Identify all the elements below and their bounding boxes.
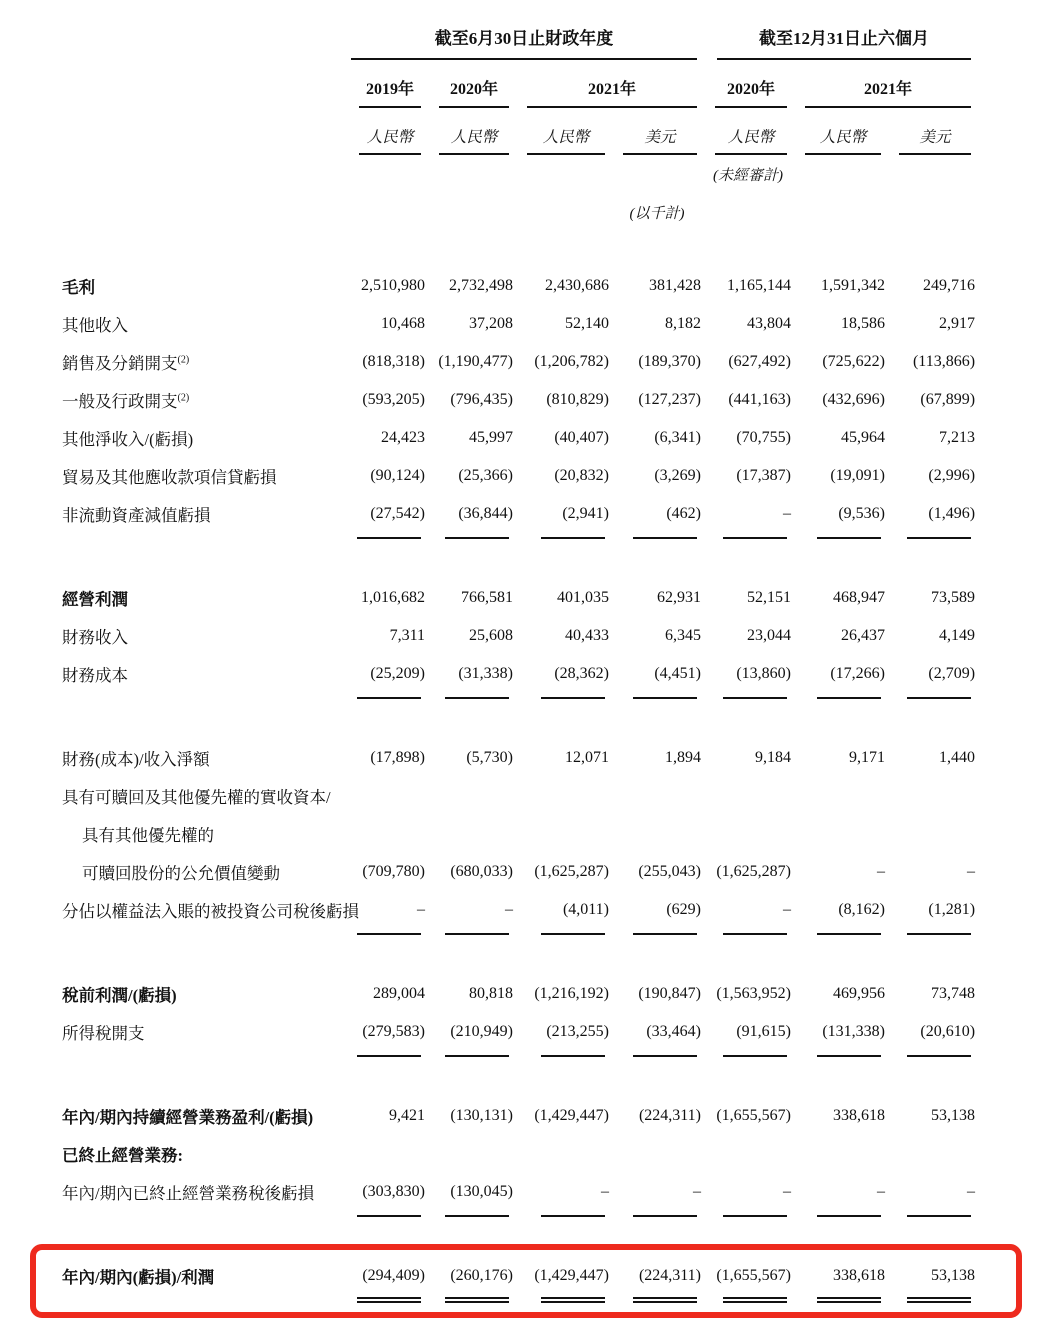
value-cell: (818,318)	[362, 353, 425, 370]
value-cell: (1,281)	[928, 901, 976, 918]
value-cell	[793, 777, 887, 815]
single-underline	[817, 1055, 881, 1057]
spacer-row	[62, 231, 977, 267]
value-cell: –	[505, 901, 513, 918]
double-underline	[541, 1297, 605, 1303]
value-cell: (210,949)	[450, 1023, 513, 1040]
value-cell: (90,124)	[370, 467, 425, 484]
year-label-2021-interim: 2021年	[805, 76, 971, 108]
footnote-marker: (2)	[177, 392, 190, 404]
row-label: 年內/期內(虧損)/利潤	[62, 1268, 215, 1287]
currency-label: 人民幣	[527, 125, 605, 155]
value-cell: –	[693, 1183, 701, 1200]
value-cell: 1,894	[665, 749, 701, 766]
single-underline	[357, 537, 421, 539]
value-cell: (680,033)	[450, 863, 513, 880]
value-cell: (4,451)	[654, 665, 701, 682]
value-cell: (6,341)	[654, 429, 701, 446]
year-label-2020-interim: 2020年	[715, 76, 787, 108]
single-underline	[633, 933, 697, 935]
row-label: 稅前利潤/(虧損)	[62, 986, 177, 1005]
value-cell: 24,423	[381, 429, 425, 446]
value-cell	[611, 777, 703, 815]
year-header-row	[62, 60, 977, 108]
double-underline	[907, 1297, 971, 1303]
value-cell: 73,589	[931, 589, 976, 606]
single-underline	[357, 1215, 421, 1217]
value-cell: (1,216,192)	[534, 985, 609, 1002]
table-row	[62, 419, 977, 457]
single-underline	[723, 537, 787, 539]
currency-label: 人民幣	[359, 125, 421, 155]
single-underline	[633, 537, 697, 539]
value-cell: 338,618	[833, 1107, 885, 1124]
double-underline	[633, 1297, 697, 1303]
currency-label: 人民幣	[715, 125, 787, 155]
value-cell: (810,829)	[546, 391, 609, 408]
value-cell: (25,209)	[370, 665, 425, 682]
single-underline	[907, 933, 971, 935]
value-cell: (67,899)	[920, 391, 976, 408]
table-row	[62, 777, 977, 815]
single-underline	[445, 537, 509, 539]
table-row	[62, 343, 977, 381]
value-cell: (1,206,782)	[534, 353, 609, 370]
value-cell: (31,338)	[458, 665, 513, 682]
value-cell: (1,429,447)	[534, 1267, 609, 1284]
value-cell: 401,035	[557, 589, 609, 606]
value-cell: 766,581	[461, 589, 513, 606]
value-cell: (279,583)	[362, 1023, 425, 1040]
value-cell: 338,618	[833, 1267, 885, 1284]
value-cell: (28,362)	[554, 665, 609, 682]
table-row	[62, 1173, 977, 1211]
single-underline	[357, 697, 421, 699]
value-cell: (130,131)	[450, 1107, 513, 1124]
table-row	[62, 853, 977, 891]
value-cell: (462)	[666, 505, 701, 522]
value-cell: –	[417, 901, 425, 918]
value-cell: 381,428	[649, 277, 701, 294]
row-label: 非流動資產減值虧損	[62, 506, 211, 525]
single-underline	[541, 1055, 605, 1057]
table-row	[62, 267, 977, 305]
row-label: 其他淨收入/(虧損)	[62, 430, 194, 449]
value-cell: 2,917	[939, 315, 976, 332]
single-rule-row	[62, 929, 977, 945]
period-fiscal-years-label: 截至6月30日止財政年度	[351, 24, 697, 60]
value-cell: 249,716	[923, 277, 976, 294]
value-cell: (260,176)	[450, 1267, 513, 1284]
table-row	[62, 1013, 977, 1051]
value-cell: (27,542)	[370, 505, 425, 522]
value-cell: 4,149	[939, 627, 976, 644]
value-cell: 52,140	[565, 315, 609, 332]
value-cell: (13,860)	[736, 665, 791, 682]
value-cell	[887, 815, 977, 853]
value-cell	[793, 815, 887, 853]
row-label: 經營利潤	[62, 590, 128, 609]
row-label: 年內/期內已終止經營業務稅後虧損	[62, 1184, 315, 1203]
value-cell: (213,255)	[546, 1023, 609, 1040]
spacer-row	[62, 1067, 977, 1097]
table-row	[62, 655, 977, 693]
value-cell: (1,655,567)	[716, 1107, 791, 1124]
value-cell: 1,591,342	[821, 277, 885, 294]
value-cell	[611, 815, 703, 853]
value-cell: 7,213	[939, 429, 976, 446]
year-label-2020: 2020年	[439, 76, 509, 108]
value-cell: 7,311	[389, 627, 425, 644]
value-cell: (224,311)	[638, 1267, 701, 1284]
single-underline	[445, 1215, 509, 1217]
value-cell: 26,437	[841, 627, 885, 644]
value-cell: (130,045)	[450, 1183, 513, 1200]
double-rule-row	[62, 1295, 977, 1317]
spacer-row	[62, 709, 977, 739]
table-header	[62, 8, 977, 231]
value-cell: 469,956	[833, 985, 885, 1002]
unaudited-note-row	[62, 155, 977, 193]
row-label: 分佔以權益法入賬的被投資公司稅後虧損	[62, 902, 359, 921]
table-row-highlighted	[62, 1257, 977, 1295]
value-cell: (629)	[666, 901, 701, 918]
value-cell: (190,847)	[638, 985, 701, 1002]
value-cell: (4,011)	[562, 901, 609, 918]
year-label-2021: 2021年	[527, 76, 697, 108]
value-cell	[347, 815, 427, 853]
value-cell: 37,208	[469, 315, 513, 332]
value-cell: (20,832)	[554, 467, 609, 484]
table-row	[62, 457, 977, 495]
double-underline	[723, 1297, 787, 1303]
value-cell: (432,696)	[822, 391, 885, 408]
value-cell: (1,655,567)	[716, 1267, 791, 1284]
table-row	[62, 495, 977, 533]
income-statement-table	[62, 8, 977, 1317]
spacer-row	[62, 549, 977, 579]
table-row	[62, 617, 977, 655]
value-cell: (40,407)	[554, 429, 609, 446]
value-cell: (17,266)	[830, 665, 885, 682]
value-cell: (3,269)	[654, 467, 701, 484]
value-cell	[703, 815, 793, 853]
value-cell: 45,964	[841, 429, 885, 446]
table-row	[62, 579, 977, 617]
value-cell: –	[783, 1183, 791, 1200]
value-cell: 40,433	[565, 627, 609, 644]
value-cell: 12,071	[565, 749, 609, 766]
table-row	[62, 815, 977, 853]
value-cell: (131,338)	[822, 1023, 885, 1040]
thousands-note-row	[62, 193, 977, 231]
currency-header-row	[62, 108, 977, 155]
value-cell: (1,625,287)	[716, 863, 791, 880]
value-cell: 9,421	[389, 1107, 425, 1124]
single-underline	[633, 697, 697, 699]
value-cell: –	[783, 901, 791, 918]
table-row	[62, 891, 977, 929]
row-label: 一般及行政開支$^{(2)}$	[62, 392, 190, 411]
value-cell: 2,732,498	[449, 277, 513, 294]
value-cell: (1,563,952)	[716, 985, 791, 1002]
table-row	[62, 1097, 977, 1135]
period-six-months-label: 截至12月31日止六個月	[717, 24, 971, 60]
row-label: 具有可贖回及其他優先權的實收資本/	[62, 788, 331, 807]
value-cell	[427, 815, 515, 853]
value-cell: (255,043)	[638, 863, 701, 880]
row-label: 可贖回股份的公允價值變動	[82, 864, 280, 883]
value-cell: 2,430,686	[545, 277, 609, 294]
row-label: 銷售及分銷開支$^{(2)}$	[62, 354, 190, 373]
value-cell: (593,205)	[362, 391, 425, 408]
value-cell: (2,941)	[562, 505, 609, 522]
value-cell: (303,830)	[362, 1183, 425, 1200]
value-cell: –	[877, 863, 885, 880]
value-cell: 53,138	[931, 1267, 976, 1284]
value-cell: (796,435)	[450, 391, 513, 408]
currency-label: 人民幣	[805, 125, 881, 155]
single-underline	[817, 537, 881, 539]
value-cell: (70,755)	[736, 429, 791, 446]
value-cell: (2,709)	[928, 665, 976, 682]
value-cell: 468,947	[833, 589, 885, 606]
value-cell: 23,044	[747, 627, 791, 644]
row-label: 年內/期內持續經營業務盈利/(虧損)	[62, 1108, 314, 1127]
value-cell: (1,190,477)	[438, 353, 513, 370]
footnote-marker: (2)	[177, 354, 190, 366]
value-cell: (5,730)	[466, 749, 513, 766]
value-cell: 45,997	[469, 429, 513, 446]
value-cell: 53,138	[931, 1107, 976, 1124]
double-underline	[817, 1297, 881, 1303]
value-cell: (19,091)	[830, 467, 885, 484]
value-cell: (441,163)	[728, 391, 791, 408]
row-label: 貿易及其他應收款項信貸虧損	[62, 468, 277, 487]
single-underline	[817, 933, 881, 935]
table-row	[62, 381, 977, 419]
value-cell: 62,931	[657, 589, 701, 606]
table-body	[62, 231, 977, 1317]
value-cell: (33,464)	[646, 1023, 701, 1040]
value-cell: (17,387)	[736, 467, 791, 484]
spacer-row	[62, 1227, 977, 1257]
row-label: 已終止經營業務:	[62, 1146, 183, 1165]
row-label: 財務成本	[62, 666, 128, 685]
single-rule-row	[62, 693, 977, 709]
value-cell: (627,492)	[728, 353, 791, 370]
value-cell: 52,151	[747, 589, 791, 606]
single-underline	[357, 933, 421, 935]
value-cell: (1,496)	[928, 505, 976, 522]
single-underline	[817, 1215, 881, 1217]
value-cell	[703, 777, 793, 815]
value-cell: (113,866)	[912, 353, 976, 370]
value-cell: 43,804	[747, 315, 791, 332]
row-label: 具有其他優先權的	[82, 826, 214, 845]
single-underline	[633, 1055, 697, 1057]
value-cell	[703, 1135, 793, 1173]
value-cell	[793, 1135, 887, 1173]
currency-label: 美元	[623, 125, 697, 155]
single-underline	[541, 1215, 605, 1217]
single-underline	[357, 1055, 421, 1057]
value-cell: 25,608	[469, 627, 513, 644]
single-underline	[445, 1055, 509, 1057]
value-cell	[427, 1135, 515, 1173]
value-cell: (36,844)	[458, 505, 513, 522]
value-cell: 10,468	[381, 315, 425, 332]
value-cell: (8,162)	[838, 901, 885, 918]
table-row	[62, 1135, 977, 1173]
currency-label: 美元	[899, 125, 971, 155]
value-cell: –	[601, 1183, 609, 1200]
value-cell: 289,004	[373, 985, 425, 1002]
value-cell: 2,510,980	[361, 277, 425, 294]
single-underline	[445, 933, 509, 935]
value-cell: 80,818	[469, 985, 513, 1002]
value-cell: (17,898)	[370, 749, 425, 766]
single-underline	[907, 697, 971, 699]
value-cell: 9,171	[849, 749, 885, 766]
value-cell	[887, 1135, 977, 1173]
value-cell: 8,182	[665, 315, 701, 332]
value-cell: (709,780)	[362, 863, 425, 880]
value-cell	[347, 777, 427, 815]
single-rule-row	[62, 1211, 977, 1227]
value-cell: 9,184	[755, 749, 791, 766]
single-underline	[723, 933, 787, 935]
thousands-note: (以千計)	[629, 205, 685, 222]
value-cell: (294,409)	[362, 1267, 425, 1284]
value-cell	[427, 777, 515, 815]
value-cell: (20,610)	[920, 1023, 976, 1040]
value-cell: 1,016,682	[361, 589, 425, 606]
currency-label: 人民幣	[439, 125, 509, 155]
value-cell: –	[967, 1183, 976, 1200]
value-cell	[347, 1135, 427, 1173]
table-row	[62, 739, 977, 777]
value-cell: (9,536)	[838, 505, 885, 522]
single-underline	[723, 1055, 787, 1057]
value-cell: –	[877, 1183, 885, 1200]
value-cell: (91,615)	[736, 1023, 791, 1040]
double-underline	[357, 1297, 421, 1303]
single-underline	[541, 933, 605, 935]
value-cell: (189,370)	[638, 353, 701, 370]
single-underline	[445, 697, 509, 699]
table-row	[62, 305, 977, 343]
value-cell: (1,625,287)	[534, 863, 609, 880]
value-cell: (224,311)	[638, 1107, 701, 1124]
table-row	[62, 975, 977, 1013]
single-rule-row	[62, 1051, 977, 1067]
value-cell	[611, 1135, 703, 1173]
value-cell: (1,429,447)	[534, 1107, 609, 1124]
value-cell: 6,345	[665, 627, 701, 644]
value-cell: 1,440	[939, 749, 976, 766]
value-cell: –	[967, 863, 976, 880]
spacer-row	[62, 945, 977, 975]
value-cell	[515, 815, 611, 853]
double-underline	[445, 1297, 509, 1303]
year-label-2019: 2019年	[359, 76, 421, 108]
single-underline	[907, 1055, 971, 1057]
single-underline	[907, 1215, 971, 1217]
row-label: 毛利	[62, 278, 95, 297]
period-header-row	[62, 8, 977, 60]
value-cell: (127,237)	[638, 391, 701, 408]
value-cell: 73,748	[931, 985, 976, 1002]
single-underline	[723, 1215, 787, 1217]
single-underline	[817, 697, 881, 699]
value-cell: (725,622)	[822, 353, 885, 370]
value-cell	[515, 777, 611, 815]
row-label: 所得稅開支	[62, 1024, 145, 1043]
row-label: 財務(成本)/收入淨額	[62, 750, 210, 769]
value-cell: 18,586	[841, 315, 885, 332]
single-underline	[723, 697, 787, 699]
unaudited-note: (未經審計)	[713, 167, 783, 184]
single-underline	[541, 697, 605, 699]
single-underline	[907, 537, 971, 539]
value-cell	[515, 1135, 611, 1173]
value-cell: (2,996)	[928, 467, 976, 484]
value-cell: –	[783, 505, 791, 522]
single-underline	[633, 1215, 697, 1217]
single-rule-row	[62, 533, 977, 549]
value-cell: 1,165,144	[727, 277, 791, 294]
value-cell: (25,366)	[458, 467, 513, 484]
single-underline	[541, 537, 605, 539]
value-cell	[887, 777, 977, 815]
row-label: 財務收入	[62, 628, 128, 647]
row-label: 其他收入	[62, 316, 128, 335]
